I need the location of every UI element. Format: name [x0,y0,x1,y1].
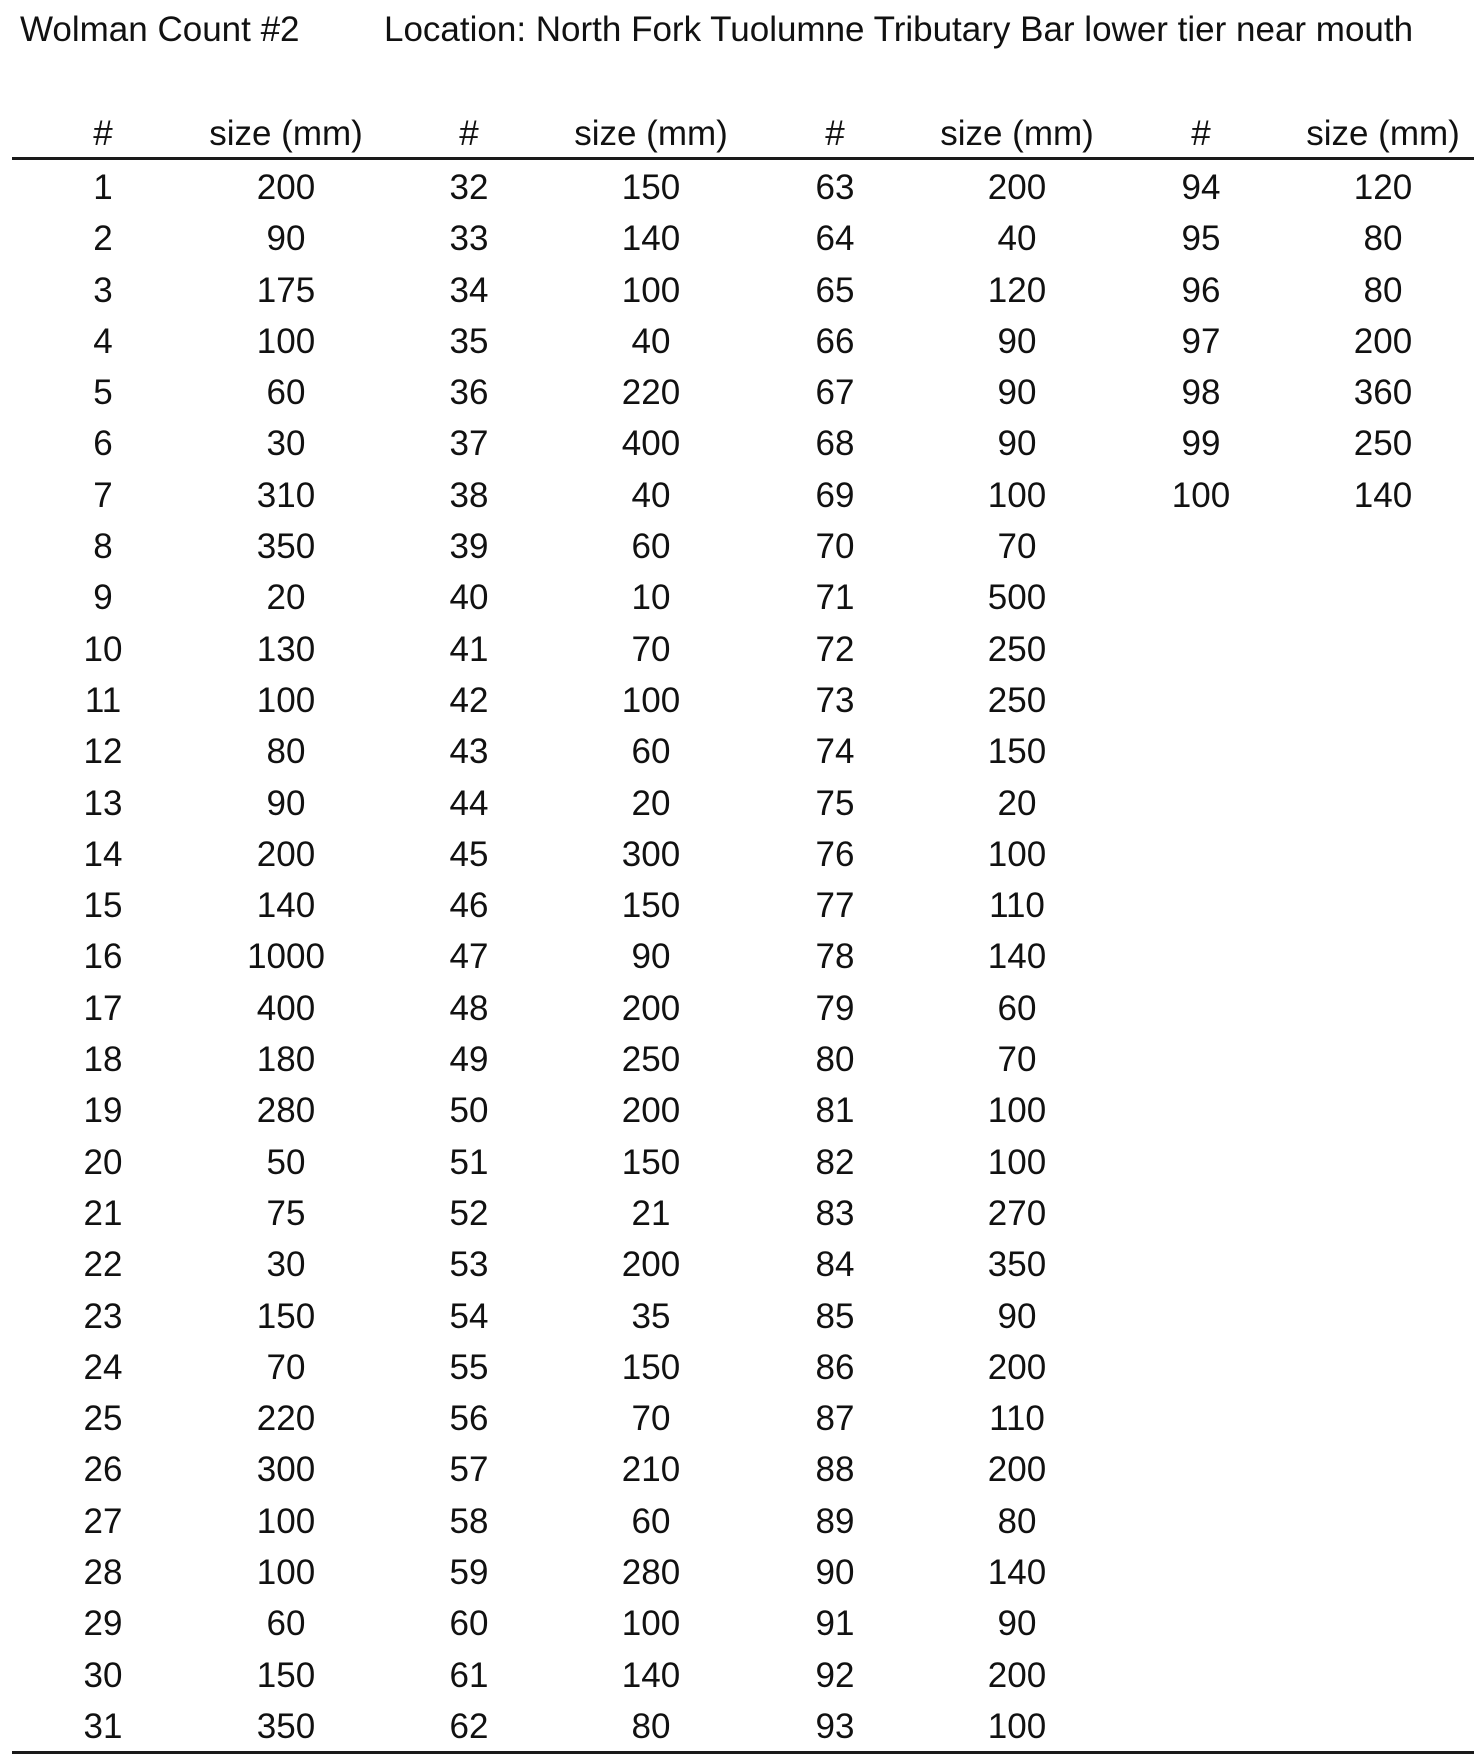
size-value-cell: 180 [256,1040,316,1080]
size-value-cell: 200 [987,1655,1047,1695]
sample-number-cell: 96 [1181,270,1221,310]
size-value-cell: 400 [256,988,316,1028]
size-value-cell: 500 [987,578,1047,618]
sample-number-cell: 3 [93,270,113,310]
number-column-4 [1136,110,1266,521]
sample-number-cell: 74 [815,732,855,772]
sample-number-cell: 17 [83,988,123,1028]
size-value-cell: 140 [621,219,681,259]
sample-number-cell: 86 [815,1347,855,1387]
sample-number-cell: 95 [1181,219,1221,259]
sample-number-cell: 75 [815,783,855,823]
size-value-cell: 100 [256,321,316,361]
size-value-cell: 10 [631,578,671,618]
sample-number-cell: 69 [815,475,855,515]
sample-number-cell: 59 [449,1553,489,1593]
sample-number-cell: 27 [83,1501,123,1541]
size-value-cell: 100 [987,834,1047,874]
size-value-cell: 21 [631,1193,671,1233]
sample-number-cell: 46 [449,886,489,926]
sample-number-cell: 93 [815,1706,855,1746]
size-value-cell: 200 [621,1091,681,1131]
size-value-cell: 80 [631,1706,671,1746]
sample-number-cell: 10 [83,629,123,669]
sample-number-cell: 57 [449,1450,489,1490]
number-column-1 [38,110,168,1752]
sample-number-cell: 21 [83,1193,123,1233]
size-column-header: size (mm) [1306,114,1460,153]
size-value-cell: 40 [631,321,671,361]
sample-number-cell: 30 [83,1655,123,1695]
sample-number-cell: 70 [815,527,855,567]
size-value-cell: 60 [997,988,1037,1028]
size-value-cell: 70 [631,1399,671,1439]
size-value-cell: 35 [631,1296,671,1336]
sample-number-cell: 60 [449,1604,489,1644]
sample-number-cell: 33 [449,219,489,259]
size-value-cell: 200 [621,988,681,1028]
size-value-cell: 150 [621,1142,681,1182]
size-value-cell: 120 [1353,168,1413,207]
sample-number-cell: 84 [815,1245,855,1285]
sample-number-cell: 28 [83,1553,123,1593]
sample-number-cell: 38 [449,475,489,515]
sample-number-cell: 15 [83,886,123,926]
sample-number-cell: 79 [815,988,855,1028]
size-value-cell: 140 [987,937,1047,977]
sample-number-cell: 50 [449,1091,489,1131]
size-value-cell: 130 [256,629,316,669]
size-value-cell: 200 [1353,321,1413,361]
sample-number-cell: 65 [815,270,855,310]
size-value-cell: 80 [1363,270,1403,310]
size-value-cell: 250 [1353,424,1413,464]
sample-number-cell: 81 [815,1091,855,1131]
sample-number-cell: 8 [93,527,113,567]
size-value-cell: 30 [266,424,306,464]
size-value-cell: 60 [631,527,671,567]
size-value-cell: 140 [987,1553,1047,1593]
sample-number-cell: 90 [815,1553,855,1593]
sample-number-cell: 63 [815,168,855,207]
sample-number-cell: 45 [449,834,489,874]
size-value-cell: 350 [256,1706,316,1746]
size-value-cell: 300 [621,834,681,874]
sample-number-cell: 11 [84,680,122,720]
sample-number-cell: 1 [93,168,113,207]
size-value-cell: 140 [1353,475,1413,515]
size-value-cell: 250 [987,629,1047,669]
size-value-cell: 60 [266,373,306,413]
size-value-cell: 200 [256,834,316,874]
sample-number-cell: 9 [93,578,113,618]
sample-number-cell: 12 [83,732,123,772]
sample-number-cell: 19 [83,1091,123,1131]
size-value-cell: 90 [997,424,1037,464]
size-value-cell: 50 [266,1142,306,1182]
size-value-cell: 100 [621,270,681,310]
size-value-cell: 90 [266,783,306,823]
size-value-cell: 150 [621,168,681,207]
size-value-cell: 100 [987,1706,1047,1746]
sample-number-cell: 61 [449,1655,489,1695]
sample-number-cell: 100 [1171,475,1231,515]
sample-number-cell: 67 [815,373,855,413]
sample-number-cell: 31 [83,1706,123,1746]
sample-number-cell: 77 [815,886,855,926]
sample-number-cell: 83 [815,1193,855,1233]
size-value-cell: 350 [987,1245,1047,1285]
sample-number-cell: 54 [449,1296,489,1336]
sample-number-cell: 80 [815,1040,855,1080]
count-title: Wolman Count #2 [20,10,300,49]
sample-number-cell: 71 [815,578,855,618]
sample-number-cell: 82 [815,1142,855,1182]
size-value-cell: 200 [256,168,316,207]
size-value-cell: 220 [621,373,681,413]
sample-number-cell: 56 [449,1399,489,1439]
size-column-3 [917,110,1117,1752]
size-value-cell: 280 [621,1553,681,1593]
size-value-cell: 90 [997,373,1037,413]
sample-number-cell: 88 [815,1450,855,1490]
size-value-cell: 140 [621,1655,681,1695]
size-value-cell: 280 [256,1091,316,1131]
size-value-cell: 200 [987,1347,1047,1387]
sample-number-cell: 35 [449,321,489,361]
size-value-cell: 150 [621,886,681,926]
size-value-cell: 60 [631,732,671,772]
sample-number-cell: 37 [449,424,489,464]
number-column-header: # [1191,114,1211,153]
size-value-cell: 110 [989,886,1045,926]
size-value-cell: 100 [256,680,316,720]
sample-number-cell: 64 [815,219,855,259]
size-column-1 [186,110,386,1752]
sample-number-cell: 20 [83,1142,123,1182]
sample-number-cell: 22 [83,1245,123,1285]
size-column-4 [1283,110,1483,521]
sample-number-cell: 18 [83,1040,123,1080]
size-value-cell: 90 [997,1604,1037,1644]
sample-number-cell: 6 [93,424,113,464]
sample-number-cell: 40 [449,578,489,618]
sample-number-cell: 7 [93,475,113,515]
size-value-cell: 150 [256,1296,316,1336]
size-value-cell: 310 [256,475,316,515]
sample-number-cell: 94 [1181,168,1221,207]
size-value-cell: 220 [256,1399,316,1439]
number-column-header: # [825,114,845,153]
size-value-cell: 120 [987,270,1047,310]
size-value-cell: 100 [256,1501,316,1541]
sample-number-cell: 36 [449,373,489,413]
sample-number-cell: 5 [93,373,113,413]
sample-number-cell: 41 [449,629,489,669]
size-value-cell: 100 [256,1553,316,1593]
size-value-cell: 40 [631,475,671,515]
sample-number-cell: 32 [449,168,489,207]
size-value-cell: 210 [621,1450,681,1490]
size-value-cell: 100 [987,475,1047,515]
sample-number-cell: 47 [449,937,489,977]
sample-number-cell: 85 [815,1296,855,1336]
size-value-cell: 70 [266,1347,306,1387]
size-value-cell: 250 [987,680,1047,720]
size-value-cell: 250 [621,1040,681,1080]
size-value-cell: 360 [1353,373,1413,413]
size-value-cell: 350 [256,527,316,567]
sample-number-cell: 43 [449,732,489,772]
sample-number-cell: 58 [449,1501,489,1541]
size-value-cell: 200 [987,1450,1047,1490]
size-value-cell: 60 [266,1604,306,1644]
sample-number-cell: 53 [449,1245,489,1285]
sample-number-cell: 76 [815,834,855,874]
size-value-cell: 80 [1363,219,1403,259]
location-title: Location: North Fork Tuolumne Tributary Bar lower tier near mouth [384,10,1414,49]
size-value-cell: 90 [631,937,671,977]
sample-number-cell: 78 [815,937,855,977]
size-value-cell: 100 [987,1091,1047,1131]
size-value-cell: 300 [256,1450,316,1490]
number-column-2 [404,110,534,1752]
size-value-cell: 100 [621,680,681,720]
size-value-cell: 90 [266,219,306,259]
size-value-cell: 400 [621,424,681,464]
size-value-cell: 110 [989,1399,1045,1439]
sample-number-cell: 29 [83,1604,123,1644]
size-value-cell: 20 [631,783,671,823]
size-value-cell: 150 [621,1347,681,1387]
size-value-cell: 70 [997,527,1037,567]
sample-number-cell: 42 [449,680,489,720]
sample-number-cell: 24 [83,1347,123,1387]
sample-number-cell: 16 [83,937,123,977]
number-column-3 [770,110,900,1752]
sample-number-cell: 62 [449,1706,489,1746]
sample-number-cell: 97 [1181,321,1221,361]
sample-number-cell: 49 [449,1040,489,1080]
sample-number-cell: 52 [449,1193,489,1233]
sample-number-cell: 39 [449,527,489,567]
sample-number-cell: 51 [449,1142,489,1182]
size-value-cell: 80 [997,1501,1037,1541]
size-value-cell: 75 [266,1193,306,1233]
size-value-cell: 90 [997,1296,1037,1336]
size-value-cell: 140 [256,886,316,926]
sample-number-cell: 44 [449,783,489,823]
sample-number-cell: 48 [449,988,489,1028]
sample-number-cell: 87 [815,1399,855,1439]
size-value-cell: 40 [997,219,1037,259]
sample-number-cell: 72 [815,629,855,669]
sample-number-cell: 55 [449,1347,489,1387]
size-value-cell: 100 [621,1604,681,1644]
sample-number-cell: 89 [815,1501,855,1541]
size-value-cell: 20 [997,783,1037,823]
sample-number-cell: 34 [449,270,489,310]
size-value-cell: 200 [987,168,1047,207]
size-value-cell: 1000 [247,937,325,977]
sample-number-cell: 98 [1181,373,1221,413]
size-column-header: size (mm) [574,114,728,153]
size-value-cell: 150 [256,1655,316,1695]
sample-number-cell: 4 [93,321,113,361]
sample-number-cell: 14 [83,834,123,874]
sample-number-cell: 73 [815,680,855,720]
sample-number-cell: 68 [815,424,855,464]
size-value-cell: 175 [256,270,316,310]
size-column-header: size (mm) [940,114,1094,153]
sample-number-cell: 66 [815,321,855,361]
size-column-header: size (mm) [209,114,363,153]
size-value-cell: 60 [631,1501,671,1541]
size-value-cell: 200 [621,1245,681,1285]
size-value-cell: 20 [266,578,306,618]
size-value-cell: 30 [266,1245,306,1285]
size-value-cell: 100 [987,1142,1047,1182]
sample-number-cell: 91 [815,1604,855,1644]
sample-number-cell: 25 [83,1399,123,1439]
size-value-cell: 150 [987,732,1047,772]
sample-number-cell: 2 [93,219,113,259]
sample-number-cell: 23 [83,1296,123,1336]
sample-number-cell: 26 [83,1450,123,1490]
number-column-header: # [93,114,113,153]
size-value-cell: 70 [997,1040,1037,1080]
sample-number-cell: 99 [1181,424,1221,464]
number-column-header: # [459,114,479,153]
size-value-cell: 270 [987,1193,1047,1233]
sample-number-cell: 92 [815,1655,855,1695]
sample-number-cell: 13 [83,783,123,823]
size-value-cell: 70 [631,629,671,669]
size-column-2 [551,110,751,1752]
size-value-cell: 90 [997,321,1037,361]
size-value-cell: 80 [266,732,306,772]
